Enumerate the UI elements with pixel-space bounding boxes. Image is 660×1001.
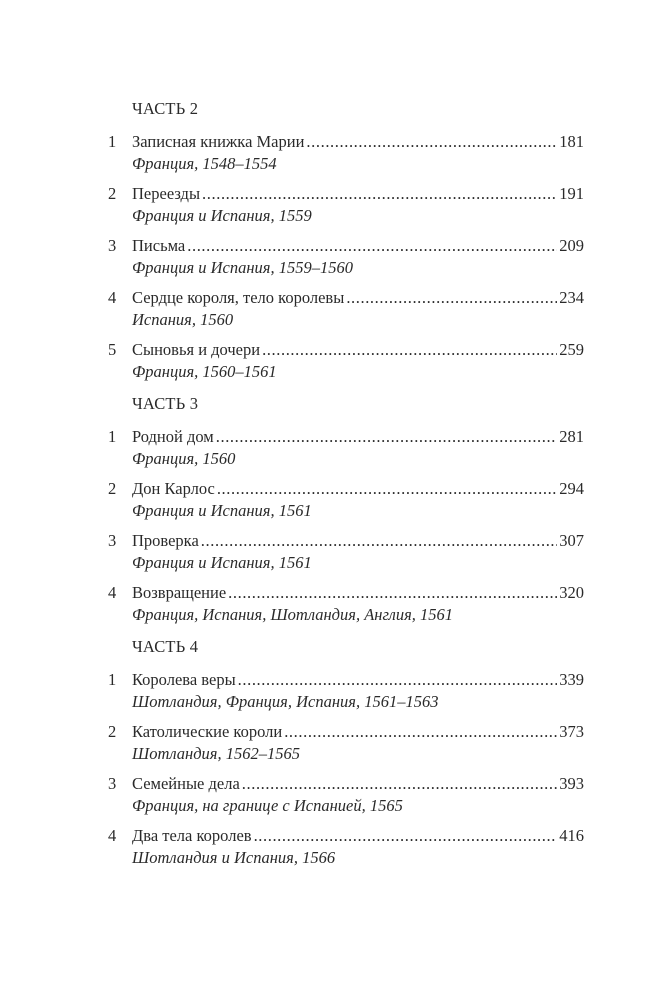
chapter-title[interactable]: Письма [132,236,186,255]
page-number: 181 [559,132,584,151]
chapter-title[interactable]: Дон Карлос [132,479,215,498]
chapter-title[interactable]: Возвращение [132,583,227,602]
dot-leader [228,582,557,604]
table-of-contents [108,98,584,879]
dot-leader [217,478,557,500]
chapter-number: 4 [108,826,117,845]
dot-leader [306,131,557,153]
chapter-title[interactable]: Королева веры [132,670,236,689]
chapter-subtitle: Шотландия, 1562–1565 [132,744,300,763]
chapter-number: 2 [108,184,117,203]
dot-leader [284,721,557,743]
page-number: 373 [559,722,584,741]
chapter-subtitle: Франция, Испания, Шотландия, Англия, 1561 [132,605,454,624]
page-number: 259 [559,340,584,359]
page-number: 307 [559,531,584,550]
dot-leader [346,287,557,309]
toc-entry[interactable] [108,235,584,279]
part-heading: ЧАСТЬ 4 [132,637,199,656]
entry-row [108,426,584,448]
chapter-number: 5 [108,340,117,359]
toc-entry[interactable] [108,183,584,227]
entry-row [108,287,584,309]
dot-leader [202,183,557,205]
entry-row [108,773,584,795]
chapter-subtitle: Франция, на границе с Испанией, 1565 [132,796,403,815]
page-number: 281 [559,427,584,446]
chapter-number: 3 [108,774,117,793]
page-number: 320 [559,583,584,602]
entry-row [108,530,584,552]
chapter-number: 1 [108,132,117,151]
toc-entry[interactable] [108,131,584,175]
dot-leader [201,530,557,552]
chapter-title[interactable]: Переезды [132,184,201,203]
chapter-number: 1 [108,670,117,689]
chapter-number: 3 [108,531,117,550]
entry-row [108,339,584,361]
chapter-number: 2 [108,479,117,498]
entry-row [108,582,584,604]
toc-entry[interactable] [108,530,584,574]
entry-row [108,721,584,743]
dot-leader [216,426,558,448]
chapter-title[interactable]: Родной дом [132,427,214,446]
chapter-subtitle: Франция и Испания, 1561 [132,501,312,520]
dot-leader [187,235,557,257]
chapter-subtitle: Франция и Испания, 1561 [132,553,312,572]
toc-entry[interactable] [108,773,584,817]
chapter-subtitle: Шотландия и Испания, 1566 [132,848,336,867]
chapter-subtitle: Франция и Испания, 1559–1560 [132,258,353,277]
chapter-title[interactable]: Сыновья и дочери [132,340,261,359]
dot-leader [242,773,557,795]
toc-entry[interactable] [108,478,584,522]
toc-entry[interactable] [108,669,584,713]
part-heading: ЧАСТЬ 3 [132,394,199,413]
chapter-title[interactable]: Проверка [132,531,199,550]
chapter-subtitle: Франция и Испания, 1559 [132,206,312,225]
entry-row [108,131,584,153]
page-number: 294 [559,479,584,498]
toc-entry[interactable] [108,721,584,765]
entry-row [108,825,584,847]
dot-leader [238,669,558,691]
page-number: 191 [559,184,584,203]
chapter-number: 1 [108,427,117,446]
toc-entry[interactable] [108,582,584,626]
page-number: 339 [559,670,584,689]
page-number: 393 [559,774,584,793]
dot-leader [254,825,558,847]
chapter-title[interactable]: Католические короли [132,722,283,741]
part-heading: ЧАСТЬ 2 [132,99,199,118]
chapter-title[interactable]: Семейные дела [132,774,240,793]
entry-row [108,478,584,500]
entry-row [108,183,584,205]
toc-entry[interactable] [108,825,584,869]
chapter-title[interactable]: Записная книжка Марии [132,132,305,151]
page-number: 234 [559,288,584,307]
chapter-title[interactable]: Сердце короля, тело королевы [132,288,345,307]
entry-row [108,669,584,691]
chapter-number: 4 [108,583,117,602]
chapter-number: 4 [108,288,117,307]
toc-entry[interactable] [108,287,584,331]
page-number: 209 [559,236,584,255]
chapter-subtitle: Франция, 1560–1561 [132,362,277,381]
toc-entry[interactable] [108,339,584,383]
chapter-subtitle: Шотландия, Франция, Испания, 1561–1563 [132,692,439,711]
chapter-subtitle: Франция, 1560 [132,449,236,468]
chapter-subtitle: Испания, 1560 [132,310,234,329]
chapter-number: 3 [108,236,117,255]
entry-row [108,235,584,257]
toc-entry[interactable] [108,426,584,470]
chapter-subtitle: Франция, 1548–1554 [132,154,277,173]
chapter-title[interactable]: Два тела королев [132,826,252,845]
page-number: 416 [559,826,584,845]
dot-leader [262,339,557,361]
chapter-number: 2 [108,722,117,741]
